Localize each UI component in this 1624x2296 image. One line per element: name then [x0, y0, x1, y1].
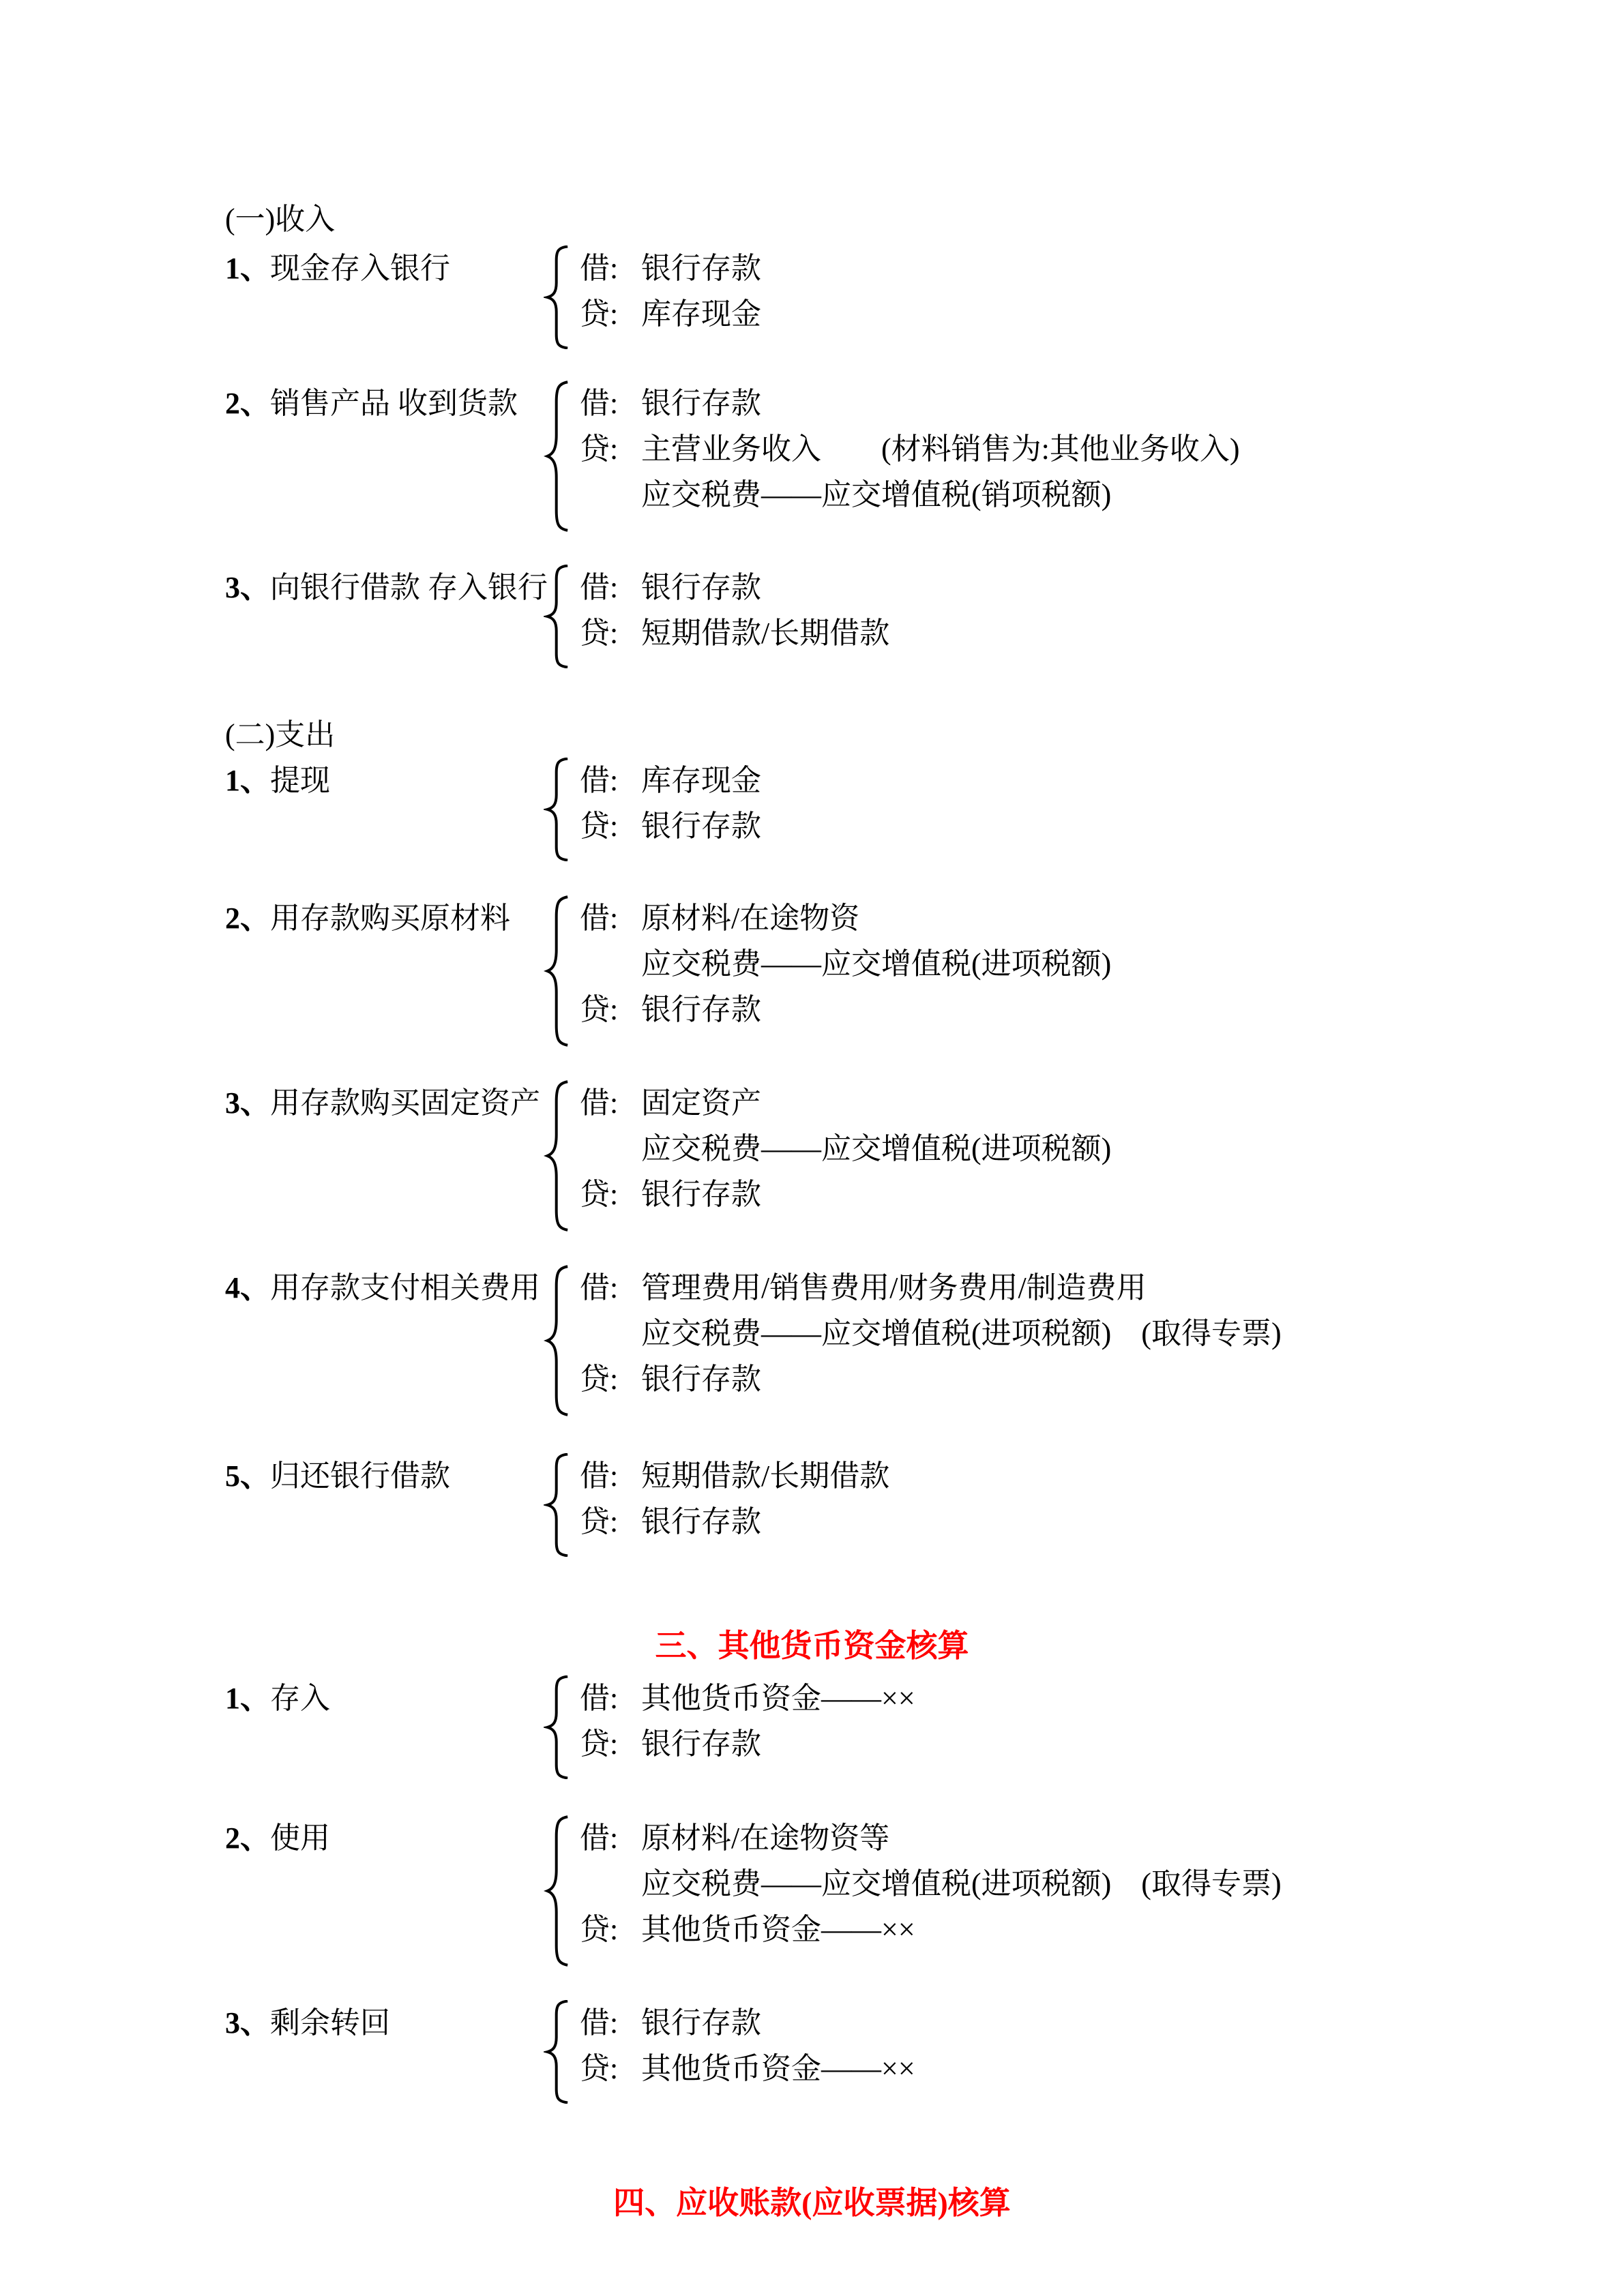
entry-title: 现金存入银行	[270, 252, 450, 285]
account-text: 银行存款	[641, 387, 761, 420]
account-text: 管理费用/销售费用/财务费用/制造费用	[641, 1271, 1147, 1304]
empty-prefix	[580, 472, 641, 518]
entry-label	[225, 1453, 537, 1499]
journal-line	[580, 1675, 1624, 1721]
account-text: 银行存款	[641, 1727, 761, 1761]
credit-prefix: 贷:	[580, 2052, 619, 2085]
journal-line	[580, 987, 1624, 1032]
account-text: 短期借款/长期借款	[641, 1459, 890, 1493]
account-text: 银行存款	[641, 1362, 761, 1396]
debit-prefix: 借:	[580, 252, 619, 285]
journal-lines	[580, 565, 1624, 656]
entry-title: 用存款购买固定资产	[270, 1086, 540, 1120]
credit-prefix: 贷:	[580, 993, 619, 1026]
entry-label	[225, 895, 537, 941]
account-text: 银行存款	[641, 1178, 761, 1211]
entry-number: 2、	[225, 387, 270, 420]
debit-prefix: 借:	[580, 901, 619, 935]
entry-label	[225, 245, 537, 291]
brace-icon	[537, 2000, 580, 2104]
section-heading-other-monetary-funds: 三、其他货币资金核算	[655, 1628, 969, 1663]
debit-prefix: 借:	[580, 1086, 619, 1120]
account-text: 固定资产	[641, 1086, 761, 1120]
entry-number: 1、	[225, 252, 270, 285]
entry-cash-to-bank	[225, 245, 1624, 349]
debit-prefix: 借:	[580, 1821, 619, 1855]
entry-label	[225, 1080, 540, 1126]
empty-prefix	[580, 1126, 641, 1172]
credit-prefix: 贷:	[580, 1178, 619, 1211]
section-heading-expense: (二)支出	[225, 718, 336, 751]
journal-line	[580, 1499, 1624, 1545]
journal-lines	[580, 758, 1624, 849]
account-text: 主营业务收入 (材料销售为:其他业务收入)	[641, 432, 1240, 466]
account-text: 银行存款	[641, 571, 761, 604]
entry-number: 4、	[225, 1271, 270, 1304]
brace-icon	[537, 1675, 580, 1779]
debit-prefix: 借:	[580, 1682, 619, 1715]
entry-title: 剩余转回	[270, 2006, 390, 2040]
brace-icon	[537, 758, 580, 861]
brace-icon	[537, 1453, 580, 1557]
journal-line	[580, 1356, 1624, 1402]
debit-prefix: 借:	[580, 571, 619, 604]
entry-deposit	[225, 1675, 1624, 1779]
entry-label	[225, 2000, 537, 2046]
account-text: 库存现金	[641, 297, 761, 331]
entry-number: 2、	[225, 1821, 270, 1855]
entry-title: 提现	[270, 764, 330, 797]
empty-prefix	[580, 1861, 641, 1907]
journal-lines	[580, 895, 1624, 1032]
section-heading-accounts-receivable: 四、应收账款(应收票据)核算	[613, 2186, 1011, 2220]
entry-number: 3、	[225, 2006, 270, 2040]
account-text: 原材料/在途物资等	[641, 1821, 890, 1855]
entry-label	[225, 565, 548, 610]
journal-lines	[580, 1265, 1624, 1402]
account-text: 应交税费——应交增值税(进项税额)	[641, 947, 1112, 981]
brace-icon	[537, 895, 580, 1047]
entry-label	[225, 1675, 537, 1721]
debit-prefix: 借:	[580, 1459, 619, 1493]
journal-line	[580, 2000, 1624, 2046]
journal-line-continuation	[580, 941, 1624, 987]
brace-icon	[537, 1265, 580, 1416]
entry-label	[225, 1265, 540, 1311]
entry-number: 3、	[225, 1086, 270, 1120]
account-text: 银行存款	[641, 993, 761, 1026]
journal-line	[580, 291, 1624, 337]
account-text: 银行存款	[641, 2006, 761, 2040]
journal-lines	[580, 1815, 1624, 1952]
entry-title: 归还银行借款	[270, 1459, 450, 1493]
journal-line	[580, 1907, 1624, 1952]
journal-line	[580, 803, 1624, 849]
journal-line	[580, 426, 1624, 472]
credit-prefix: 贷:	[580, 1727, 619, 1761]
journal-line-continuation	[580, 1311, 1624, 1356]
empty-prefix	[580, 941, 641, 987]
journal-lines	[580, 245, 1624, 337]
account-text: 其他货币资金——××	[641, 2052, 915, 2085]
account-text: 短期借款/长期借款	[641, 616, 890, 650]
entry-withdraw-cash	[225, 758, 1624, 861]
credit-prefix: 贷:	[580, 616, 619, 650]
debit-prefix: 借:	[580, 1271, 619, 1304]
account-text: 原材料/在途物资	[641, 901, 860, 935]
entry-label	[225, 381, 537, 426]
entry-title: 存入	[270, 1682, 330, 1715]
journal-line	[580, 565, 1624, 610]
account-text: 库存现金	[641, 764, 761, 797]
entry-title: 用存款购买原材料	[270, 901, 510, 935]
brace-icon	[537, 1815, 580, 1967]
journal-lines	[580, 1675, 1624, 1767]
entry-transfer-back	[225, 2000, 1624, 2104]
entry-title: 销售产品 收到货款	[270, 387, 518, 420]
journal-line	[580, 381, 1624, 426]
journal-line-continuation	[580, 1126, 1624, 1172]
brace-icon	[537, 245, 580, 349]
credit-prefix: 贷:	[580, 1362, 619, 1396]
entry-sell-goods	[225, 381, 1624, 532]
entry-title: 用存款支付相关费用	[270, 1271, 540, 1304]
entry-buy-raw-materials	[225, 895, 1624, 1047]
journal-line-continuation	[580, 1861, 1624, 1907]
brace-icon	[537, 565, 580, 668]
account-text: 银行存款	[641, 252, 761, 285]
journal-line	[580, 245, 1624, 291]
brace-icon	[537, 1080, 580, 1232]
entry-use-funds	[225, 1815, 1624, 1967]
journal-line	[580, 1721, 1624, 1767]
journal-lines	[580, 1453, 1624, 1545]
account-text: 其他货币资金——××	[641, 1682, 915, 1715]
entry-borrow-from-bank	[225, 565, 1624, 668]
journal-lines	[580, 381, 1624, 518]
account-text: 应交税费——应交增值税(进项税额) (取得专票)	[641, 1867, 1282, 1900]
entry-number: 1、	[225, 764, 270, 797]
entry-number: 5、	[225, 1459, 270, 1493]
account-text: 银行存款	[641, 1505, 761, 1538]
journal-line	[580, 610, 1624, 656]
entry-title: 向银行借款 存入银行	[270, 571, 548, 604]
journal-line	[580, 1815, 1624, 1861]
entry-repay-loan	[225, 1453, 1624, 1557]
journal-line	[580, 758, 1624, 803]
account-text: 应交税费——应交增值税(进项税额) (取得专票)	[641, 1317, 1282, 1350]
account-text: 银行存款	[641, 809, 761, 843]
credit-prefix: 贷:	[580, 432, 619, 466]
brace-icon	[537, 381, 580, 532]
debit-prefix: 借:	[580, 764, 619, 797]
section-heading-income: (一)收入	[225, 203, 336, 236]
entry-number: 2、	[225, 901, 270, 935]
journal-lines	[580, 1080, 1624, 1217]
credit-prefix: 贷:	[580, 809, 619, 843]
journal-line	[580, 1172, 1624, 1217]
credit-prefix: 贷:	[580, 1913, 619, 1946]
entry-number: 1、	[225, 1682, 270, 1715]
entry-buy-fixed-assets	[225, 1080, 1624, 1232]
entry-pay-expenses	[225, 1265, 1624, 1416]
account-text: 其他货币资金——××	[641, 1913, 915, 1946]
entry-label	[225, 1815, 537, 1861]
journal-line-continuation	[580, 472, 1624, 518]
entry-label	[225, 758, 537, 803]
entry-title: 使用	[270, 1821, 330, 1855]
entry-number: 3、	[225, 571, 270, 604]
journal-line	[580, 1265, 1624, 1311]
journal-line	[580, 2046, 1624, 2091]
debit-prefix: 借:	[580, 387, 619, 420]
journal-lines	[580, 2000, 1624, 2091]
credit-prefix: 贷:	[580, 297, 619, 331]
journal-line	[580, 1080, 1624, 1126]
account-text: 应交税费——应交增值税(销项税额)	[641, 478, 1112, 511]
journal-line	[580, 895, 1624, 941]
journal-line	[580, 1453, 1624, 1499]
credit-prefix: 贷:	[580, 1505, 619, 1538]
empty-prefix	[580, 1311, 641, 1356]
account-text: 应交税费——应交增值税(进项税额)	[641, 1132, 1112, 1165]
debit-prefix: 借:	[580, 2006, 619, 2040]
